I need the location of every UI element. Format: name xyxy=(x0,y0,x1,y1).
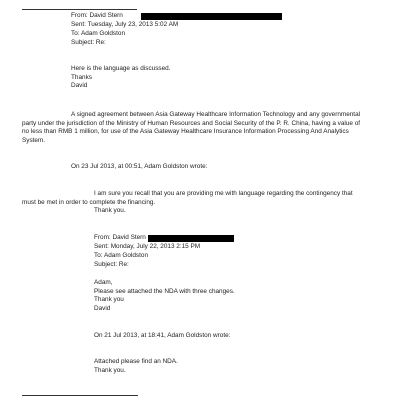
email2-body-line: Thank you xyxy=(94,296,124,304)
email2-to: To: Adam Goldston xyxy=(94,252,148,259)
email2-body-line: Please see attached the NDA with three changes. xyxy=(94,287,235,295)
email2-body-line: David xyxy=(94,304,111,312)
quote1-wrote-line: On 23 Jul 2013, at 00:51, Adam Goldston wrote: xyxy=(71,163,208,170)
email1-from: From: David Stern xyxy=(71,12,123,19)
email1-body-line: Thanks xyxy=(71,73,92,81)
email2-body-line: Adam, xyxy=(94,279,113,286)
quote1-body-line: must be met in order to complete the financing. xyxy=(22,198,156,206)
email1-body-line: David xyxy=(71,82,88,90)
agreement-line: A signed agreement between Asia Gateway Healthcare Information Technology and any governmental xyxy=(71,111,361,118)
email1-body-line: Here is the language as discussed. xyxy=(71,65,171,72)
email2-sent: Sent: Monday, July 22, 2013 2:15 PM xyxy=(94,243,201,250)
quote1-body-line: I am sure you recall that you are providing me with language regarding the contingency that xyxy=(94,190,353,197)
quote1-body xyxy=(22,190,353,216)
email1-redaction-bar xyxy=(141,13,282,20)
agreement-line: System. xyxy=(22,136,46,144)
quote2-body-line: Attached please find an NDA. xyxy=(94,358,178,365)
email1-subject: Subject: Re: xyxy=(71,39,106,46)
quote2-body xyxy=(94,358,178,375)
quote2-body-line: Thank you. xyxy=(94,366,126,374)
agreement-paragraph xyxy=(22,111,360,145)
email1-to: To: Adam Goldston xyxy=(71,30,125,37)
quote2-wrote-line: On 21 Jul 2013, at 18:41, Adam Goldston wrote: xyxy=(94,332,231,339)
email2-from: From: David Stern xyxy=(94,234,146,241)
email1-sent: Sent: Tuesday, July 23, 2013 5:02 AM xyxy=(71,21,179,28)
bottom-separator-rule xyxy=(22,395,138,396)
email2-body xyxy=(94,279,235,313)
agreement-line: party under the jurisdiction of the Ministry of Human Resources and Social Security of the P. R. China, having a value of xyxy=(22,119,361,127)
agreement-line: no less than RMB 1 million, for use of the Asia Gateway Healthcare Insurance Information Processing And Analytics xyxy=(22,128,349,136)
email2-subject: Subject: Re: xyxy=(94,261,129,268)
top-separator-rule xyxy=(22,9,137,10)
email1-body xyxy=(71,65,170,91)
quote1-body-line: Thank you. xyxy=(94,207,126,215)
email2-redaction-bar xyxy=(148,235,234,242)
